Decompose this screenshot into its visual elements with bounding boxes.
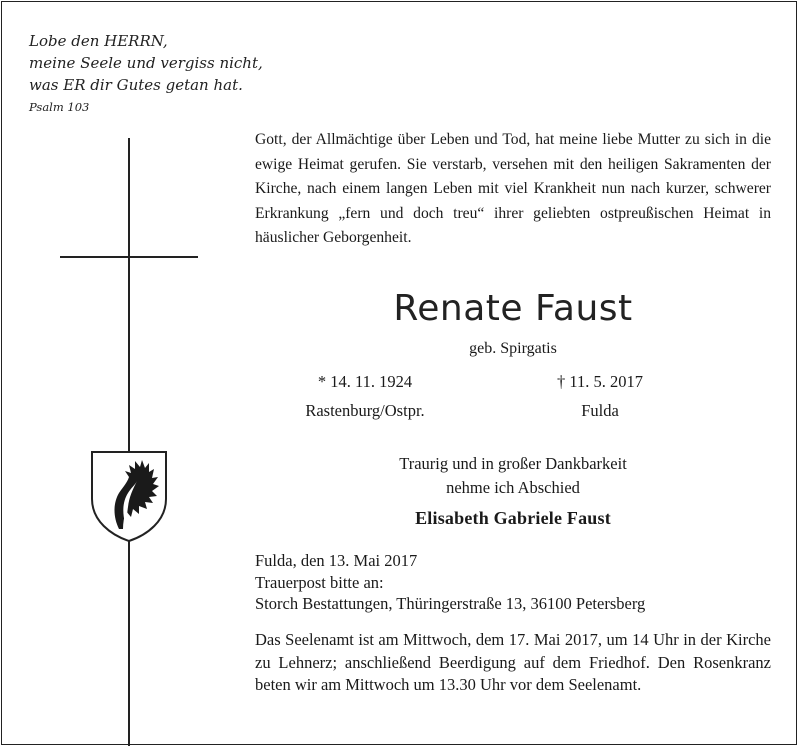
psalm-line: meine Seele und vergiss nicht, xyxy=(29,54,263,72)
death-date: † 11. 5. 2017 xyxy=(556,372,643,391)
cross-horizontal-bar xyxy=(60,256,198,258)
psalm-quote xyxy=(29,30,263,115)
psalm-line: Lobe den HERRN, xyxy=(29,32,168,50)
death-place: Fulda xyxy=(581,401,619,420)
mail-address: Storch Bestattungen, Thüringerstraße 13, 36100 Petersberg xyxy=(255,594,646,613)
intro-text: Gott, der Allmächtige über Leben und Tod, hat meine liebe Mutter zu sich in die ewige Heimat gerufen. Sie verstarb, versehen mit den heiligen Sakramenten der Kirche, nach einem langen Leben mit viel Krankheit nun nach kurzer, schwerer Erkrankung „fern und doch treu“ ihrer geliebten ostpreußischen Heimat in häuslicher Geborgenheit. xyxy=(255,131,771,247)
mail-label: Trauerpost bitte an: xyxy=(255,572,384,592)
birth-date: * 14. 11. 1924 xyxy=(317,372,413,391)
place-date: Fulda, den 13. Mai 2017 xyxy=(255,551,418,570)
farewell-line: nehme ich Abschied xyxy=(446,478,580,497)
birth-place: Rastenburg/Ostpr. xyxy=(305,401,425,420)
signer-name: Elisabeth Gabriele Faust xyxy=(415,508,611,528)
farewell-line: Traurig und in großer Dankbarkeit xyxy=(399,454,627,473)
psalm-line: was ER dir Gutes getan hat. xyxy=(29,76,243,94)
deceased-name: Renate Faust xyxy=(393,288,633,329)
psalm-reference: Psalm 103 xyxy=(29,100,90,114)
elk-antler-shield-icon xyxy=(89,449,169,543)
farewell-text xyxy=(255,452,771,500)
born-name: geb. Spirgatis xyxy=(469,340,557,357)
cross-vertical-bar xyxy=(128,138,130,746)
info-block xyxy=(255,550,771,615)
funeral-text: Das Seelenamt ist am Mittwoch, dem 17. Mai 2017, um 14 Uhr in der Kirche zu Lehnerz; anschließend Beerdigung auf dem Friedhof. Den Rosenkranz beten wir am Mittwoch um 13.30 Uhr vor dem Seelenamt. xyxy=(255,630,771,694)
